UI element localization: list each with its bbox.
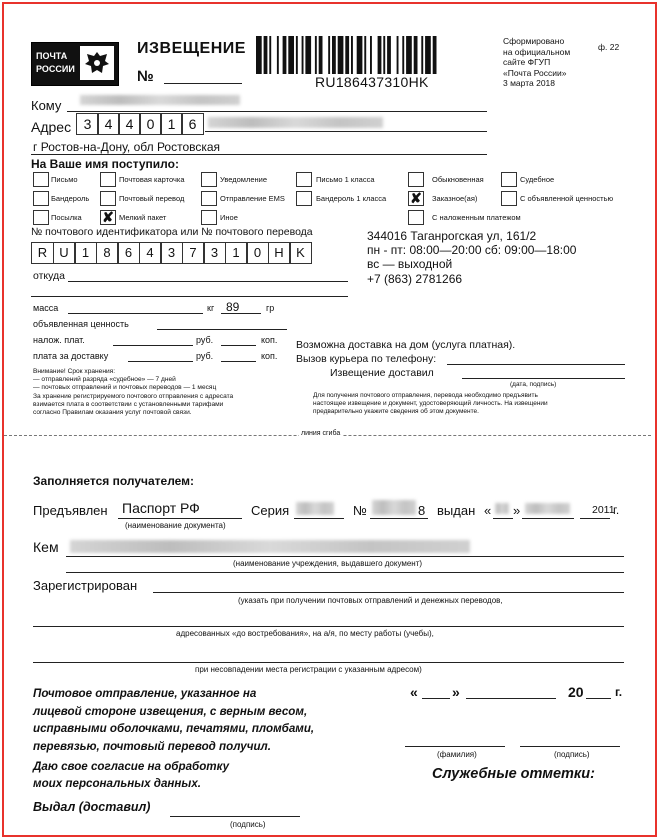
checkbox-label: Почтовый перевод xyxy=(119,194,185,203)
from-line-2 xyxy=(31,296,348,297)
issued-day-line xyxy=(493,518,513,519)
registered-line-3 xyxy=(33,662,624,663)
identifier-cell: R xyxy=(31,242,54,264)
barcode-bar xyxy=(414,36,418,74)
fold-line-label: линия сгиба xyxy=(301,430,341,437)
attention-line: За хранение регистрируемого почтового отправления с адресата xyxy=(33,392,234,400)
kg-label: кг xyxy=(207,303,215,313)
issued-label: выдан xyxy=(437,503,476,518)
date-sign-caption: (дата, подпись) xyxy=(510,381,557,388)
issued-by-signature-line xyxy=(170,816,300,817)
issued-day-redacted xyxy=(495,503,509,514)
issued-quote-close: » xyxy=(513,503,521,518)
cod-rub-label: руб. xyxy=(196,335,214,345)
issued-by-redacted xyxy=(70,540,470,553)
barcode xyxy=(256,36,493,76)
doc-number-tail: 8 xyxy=(418,503,426,518)
received-date-quote-close: » xyxy=(452,684,460,700)
office-hours-weekdays: пн - пт: 08:00—20:00 сб: 09:00—18:00 xyxy=(367,243,577,257)
checkbox-unchecked[interactable] xyxy=(201,172,217,187)
barcode-bar xyxy=(364,36,366,74)
barcode-bar xyxy=(345,36,349,74)
fee-rub-label: руб. xyxy=(196,351,214,361)
barcode-bar xyxy=(288,36,294,74)
barcode-bar xyxy=(296,36,298,74)
office-phone: +7 (863) 2781266 xyxy=(367,272,463,286)
to-line xyxy=(67,111,487,112)
barcode-bar xyxy=(283,36,287,74)
received-date-quote-open: « xyxy=(410,684,418,700)
checkbox-unchecked[interactable] xyxy=(33,210,49,225)
courier-line xyxy=(447,364,625,365)
from-label: откуда xyxy=(33,270,65,282)
series-redacted xyxy=(296,502,334,515)
fee-rub-line xyxy=(128,361,193,362)
received-month-line xyxy=(466,698,556,699)
received-day-line xyxy=(422,698,450,699)
checkbox-unchecked[interactable] xyxy=(296,191,312,206)
received-text-line: лицевой стороне извещения, с верным весом, xyxy=(33,704,308,718)
home-delivery-text: Возможна доставка на дом (услуга платная). xyxy=(296,339,516,351)
identifier-cell: 7 xyxy=(182,242,205,264)
checkbox-unchecked[interactable] xyxy=(296,172,312,187)
checkbox-unchecked[interactable] xyxy=(33,172,49,187)
institution-line-2 xyxy=(66,572,624,573)
barcode-text: RU186437310HK xyxy=(315,74,429,90)
identifier-cell: 3 xyxy=(160,242,183,264)
checkbox-label: Иное xyxy=(220,213,238,222)
checkbox-unchecked[interactable] xyxy=(100,191,116,206)
office-address: 344016 Таганрогская ул, 161/2 xyxy=(367,229,537,243)
received-text xyxy=(33,685,314,755)
address-line xyxy=(205,131,487,132)
received-text-line: перевязью, почтовый перевод получил. xyxy=(33,739,271,753)
fee-kop-line xyxy=(221,361,256,362)
issued-month-redacted xyxy=(525,503,570,514)
doc-number-line xyxy=(370,518,428,519)
notice-number-line xyxy=(164,83,242,84)
addressed-caption: адресованных «до востребования», на а/я, по месту работы (учебы), xyxy=(176,629,434,638)
document-value: Паспорт РФ xyxy=(122,500,200,516)
registered-line xyxy=(153,592,624,593)
checkbox-unchecked[interactable] xyxy=(501,191,517,206)
registered-label: Зарегистрирован xyxy=(33,578,138,593)
checkbox-label: Мелкий пакет xyxy=(119,213,167,222)
checkbox-label: Заказное(ая) xyxy=(432,194,478,203)
barcode-bar xyxy=(302,36,304,74)
identifier-cell: U xyxy=(53,242,76,264)
formed-note-line: 3 марта 2018 xyxy=(503,78,555,88)
identifier-cell: 6 xyxy=(117,242,140,264)
received-text-line: исправными оболочками, печатями, пломбами, xyxy=(33,722,315,735)
mass-label: масса xyxy=(33,303,59,313)
institution-caption: (наименование учреждения, выдавшего документ) xyxy=(233,559,423,568)
grams-value: 89 xyxy=(226,300,240,314)
notice-number-label: № xyxy=(137,68,154,85)
barcode-bar xyxy=(370,36,372,74)
identifier-cell: 1 xyxy=(225,242,248,264)
eagle-emblem-icon xyxy=(80,46,114,80)
issued-month-line xyxy=(522,518,574,519)
delivery-note xyxy=(313,392,548,416)
presented-label: Предъявлен xyxy=(33,503,108,518)
recipient-name-redacted xyxy=(80,95,240,105)
signature-line xyxy=(520,746,620,747)
checkbox-label: Бандероль 1 класса xyxy=(316,194,387,203)
barcode-bar xyxy=(433,36,437,74)
checkbox-unchecked[interactable] xyxy=(33,191,49,206)
barcode-bar xyxy=(328,36,330,74)
attention-line: Внимание! Срок хранения: xyxy=(33,368,116,375)
formed-note xyxy=(503,36,570,89)
checkbox-label: Бандероль xyxy=(51,194,90,203)
barcode-bar xyxy=(357,36,363,74)
checkbox-label: Письмо 1 класса xyxy=(316,175,375,184)
signature-caption: (подпись) xyxy=(554,750,590,759)
checkbox-label: Обыкновенная xyxy=(432,175,484,184)
barcode-bar xyxy=(319,36,323,74)
checkbox-unchecked[interactable] xyxy=(100,172,116,187)
issued-year-label: г. xyxy=(613,503,620,517)
notice-title: ИЗВЕЩЕНИЕ xyxy=(137,40,246,57)
checkbox-label: Посылка xyxy=(51,213,82,222)
checkbox-label: Письмо xyxy=(51,175,78,184)
barcode-bar xyxy=(406,36,412,74)
doc-number-label: № xyxy=(353,503,367,518)
postcode-cell: 3 xyxy=(76,113,99,135)
checkbox-label: С объявленной ценностью xyxy=(520,194,614,203)
logo-line1: ПОЧТА xyxy=(36,51,68,61)
registered-line-2 xyxy=(33,626,624,627)
checkbox-label: Почтовая карточка xyxy=(119,175,185,184)
barcode-bar xyxy=(402,36,404,74)
barcode-bar xyxy=(351,36,353,74)
postcode-cell: 6 xyxy=(181,113,204,135)
formed-note-line: Сформировано xyxy=(503,36,565,46)
surname-line xyxy=(405,746,505,747)
address-label: Адрес xyxy=(31,119,72,135)
postcode-cell: 1 xyxy=(160,113,183,135)
barcode-bar xyxy=(425,36,431,74)
barcode-bar xyxy=(315,36,317,74)
formed-note-line: на официальном xyxy=(503,46,571,57)
identifier-cell: 8 xyxy=(96,242,119,264)
received-year-prefix: 20 xyxy=(568,684,584,700)
received-year-line xyxy=(586,698,611,699)
postcode-cell: 0 xyxy=(139,113,162,135)
identifier-cell: 3 xyxy=(203,242,226,264)
delivered-by-text: Извещение доставил xyxy=(330,367,434,379)
grams-line xyxy=(221,313,261,314)
issued-by-delivered: Выдал (доставил) xyxy=(33,800,151,814)
checkbox-label: С наложенным платежом xyxy=(432,213,521,222)
issued-by-line xyxy=(66,556,624,557)
barcode-bar xyxy=(277,36,279,74)
barcode-bar xyxy=(332,36,336,74)
barcode-bar xyxy=(397,36,399,74)
barcode-bar xyxy=(305,36,311,74)
bottom-signature-caption: (подпись) xyxy=(230,820,266,829)
city-text: г Ростов-на-Дону, обл Ростовская xyxy=(33,140,221,154)
office-hours-sunday: вс — выходной xyxy=(367,257,453,271)
barcode-bar xyxy=(338,36,344,74)
issued-quote-open: « xyxy=(484,503,492,518)
mismatch-caption: при несовпадении места регистрации с указанным адресом) xyxy=(195,665,422,674)
service-marks: Служебные отметки: xyxy=(432,766,595,782)
formed-note-line: «Почта России» xyxy=(503,67,567,78)
logo-line2: РОССИИ xyxy=(36,64,75,74)
checkbox-unchecked[interactable] xyxy=(408,172,424,187)
arrived-heading: На Ваше имя поступило: xyxy=(31,157,179,171)
declared-value-line xyxy=(157,329,287,330)
courier-text: Вызов курьера по телефону: xyxy=(296,353,437,365)
checkbox-label: Уведомление xyxy=(220,175,268,184)
street-redacted xyxy=(208,117,383,128)
issued-by-label: Кем xyxy=(33,539,59,555)
received-text-line: Почтовое отправление, указанное на xyxy=(33,687,257,700)
barcode-bar xyxy=(264,36,268,74)
cod-rub-line xyxy=(113,345,193,346)
attention-line: согласно Правилам оказания услуг почтовой связи. xyxy=(33,409,192,417)
checkbox-checked[interactable]: ✘ xyxy=(408,191,424,206)
checkbox-unchecked[interactable] xyxy=(201,191,217,206)
issued-year-line xyxy=(580,518,610,519)
checkbox-unchecked[interactable] xyxy=(408,210,424,225)
consent-text-line: моих персональных данных. xyxy=(33,777,202,790)
attention-line: — почтовых отправлений и почтовых переводов — 1 месяц xyxy=(33,384,217,392)
series-line xyxy=(294,518,344,519)
attention-notes xyxy=(33,368,233,417)
barcode-bar xyxy=(378,36,382,74)
fee-kop-label: коп. xyxy=(261,351,278,361)
doc-number-redacted xyxy=(372,500,416,515)
document-line xyxy=(118,518,242,519)
form-number: ф. 22 xyxy=(598,42,620,52)
barcode-bar xyxy=(421,36,423,74)
attention-line: взимается плата в соответствии с установленными тарифами xyxy=(33,400,224,408)
checkbox-label: Судебное xyxy=(520,175,555,184)
mass-kg-line xyxy=(68,313,203,314)
registered-caption: (указать при получении почтовых отправлений и денежных переводов, xyxy=(238,596,503,605)
cod-kop-line xyxy=(221,345,256,346)
postcode-cell: 4 xyxy=(97,113,120,135)
formed-note-line: сайте ФГУП xyxy=(503,57,551,67)
identifier-label: № почтового идентификатора или № почтового перевода xyxy=(31,226,313,238)
barcode-bar xyxy=(256,36,262,74)
identifier-cell: K xyxy=(289,242,312,264)
surname-caption: (фамилия) xyxy=(437,750,477,759)
series-label: Серия xyxy=(251,503,290,518)
identifier-cell: 0 xyxy=(246,242,269,264)
postcode-cell: 4 xyxy=(118,113,141,135)
from-line xyxy=(68,281,348,282)
identifier-cell: H xyxy=(268,242,291,264)
fee-label: плата за доставку xyxy=(33,351,109,361)
delivery-note-line: Для получения почтового отправления, перевода необходимо предъявить xyxy=(313,392,538,399)
identifier-cell: 1 xyxy=(74,242,97,264)
city-line xyxy=(31,154,487,155)
doc-name-caption: (наименование документа) xyxy=(125,521,226,530)
declared-value-label: объявленная ценность xyxy=(33,319,129,329)
checkbox-label: Отправление EMS xyxy=(220,194,285,203)
to-label: Кому xyxy=(31,98,62,113)
barcode-bar xyxy=(383,36,385,74)
barcode-bar xyxy=(387,36,391,74)
consent-text-line: Даю свое согласие на обработку xyxy=(33,760,230,773)
delivery-note-line: настоящее извещение и документ, удостоверяющий личность. На извещении xyxy=(313,400,548,407)
issued-year: 2011 xyxy=(592,504,615,516)
consent-text xyxy=(33,758,229,792)
identifier-cell: 4 xyxy=(139,242,162,264)
delivered-line xyxy=(462,378,625,379)
cod-kop-label: коп. xyxy=(261,335,278,345)
grams-label: гр xyxy=(266,303,275,313)
delivery-note-line: предварительно укажите сведения об этом документе. xyxy=(313,408,479,415)
checkbox-unchecked[interactable] xyxy=(501,172,517,187)
checkbox-checked[interactable]: ✘ xyxy=(100,210,116,225)
received-year-suffix: г. xyxy=(615,685,623,699)
attention-line: — отправлений разряда «судебное» — 7 дней xyxy=(33,376,176,384)
barcode-bar xyxy=(269,36,271,74)
receiver-heading: Заполняется получателем: xyxy=(33,474,195,488)
post-logo xyxy=(31,42,119,86)
checkbox-unchecked[interactable] xyxy=(201,210,217,225)
cod-label: налож. плат. xyxy=(33,335,85,345)
